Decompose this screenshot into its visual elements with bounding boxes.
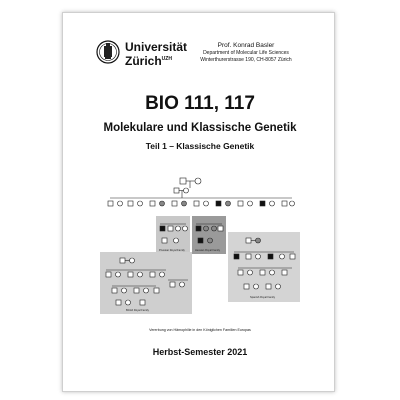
- pedigree-figure: [96, 172, 304, 320]
- semester-label: Herbst-Semester 2021: [152, 347, 248, 357]
- spanish-family-box: [228, 232, 300, 302]
- figure-caption: Vererbung von Hämophilie in den Königlichen Familien Europas: [149, 328, 251, 332]
- university-suffix: UZH: [161, 56, 172, 62]
- british-family-box: [100, 252, 192, 314]
- prussian-family-label: Prussian Royal Family: [159, 249, 185, 252]
- author-department: Department of Molecular Life Sciences: [203, 50, 289, 56]
- university-name: Universität: [125, 40, 188, 54]
- course-code: BIO 111, 117: [145, 93, 255, 114]
- spanish-family-label: Spanish Royal Family: [250, 296, 276, 299]
- university-city: [125, 53, 172, 67]
- british-family-label: British Royal Family: [126, 309, 149, 312]
- course-title: Molekulare und Klassische Genetik: [103, 122, 297, 134]
- uzh-seal-icon: [96, 38, 120, 66]
- author-block: [186, 42, 306, 64]
- author-address: Winterthurerstrasse 190, CH-8057 Zürich: [200, 57, 292, 63]
- course-part: Teil 1 – Klassische Genetik: [145, 141, 255, 151]
- hessian-family-label: Hessian Royal Family: [195, 249, 221, 252]
- author-name: Prof. Konrad Basler: [217, 42, 275, 49]
- university-city-text: Zürich: [125, 54, 162, 68]
